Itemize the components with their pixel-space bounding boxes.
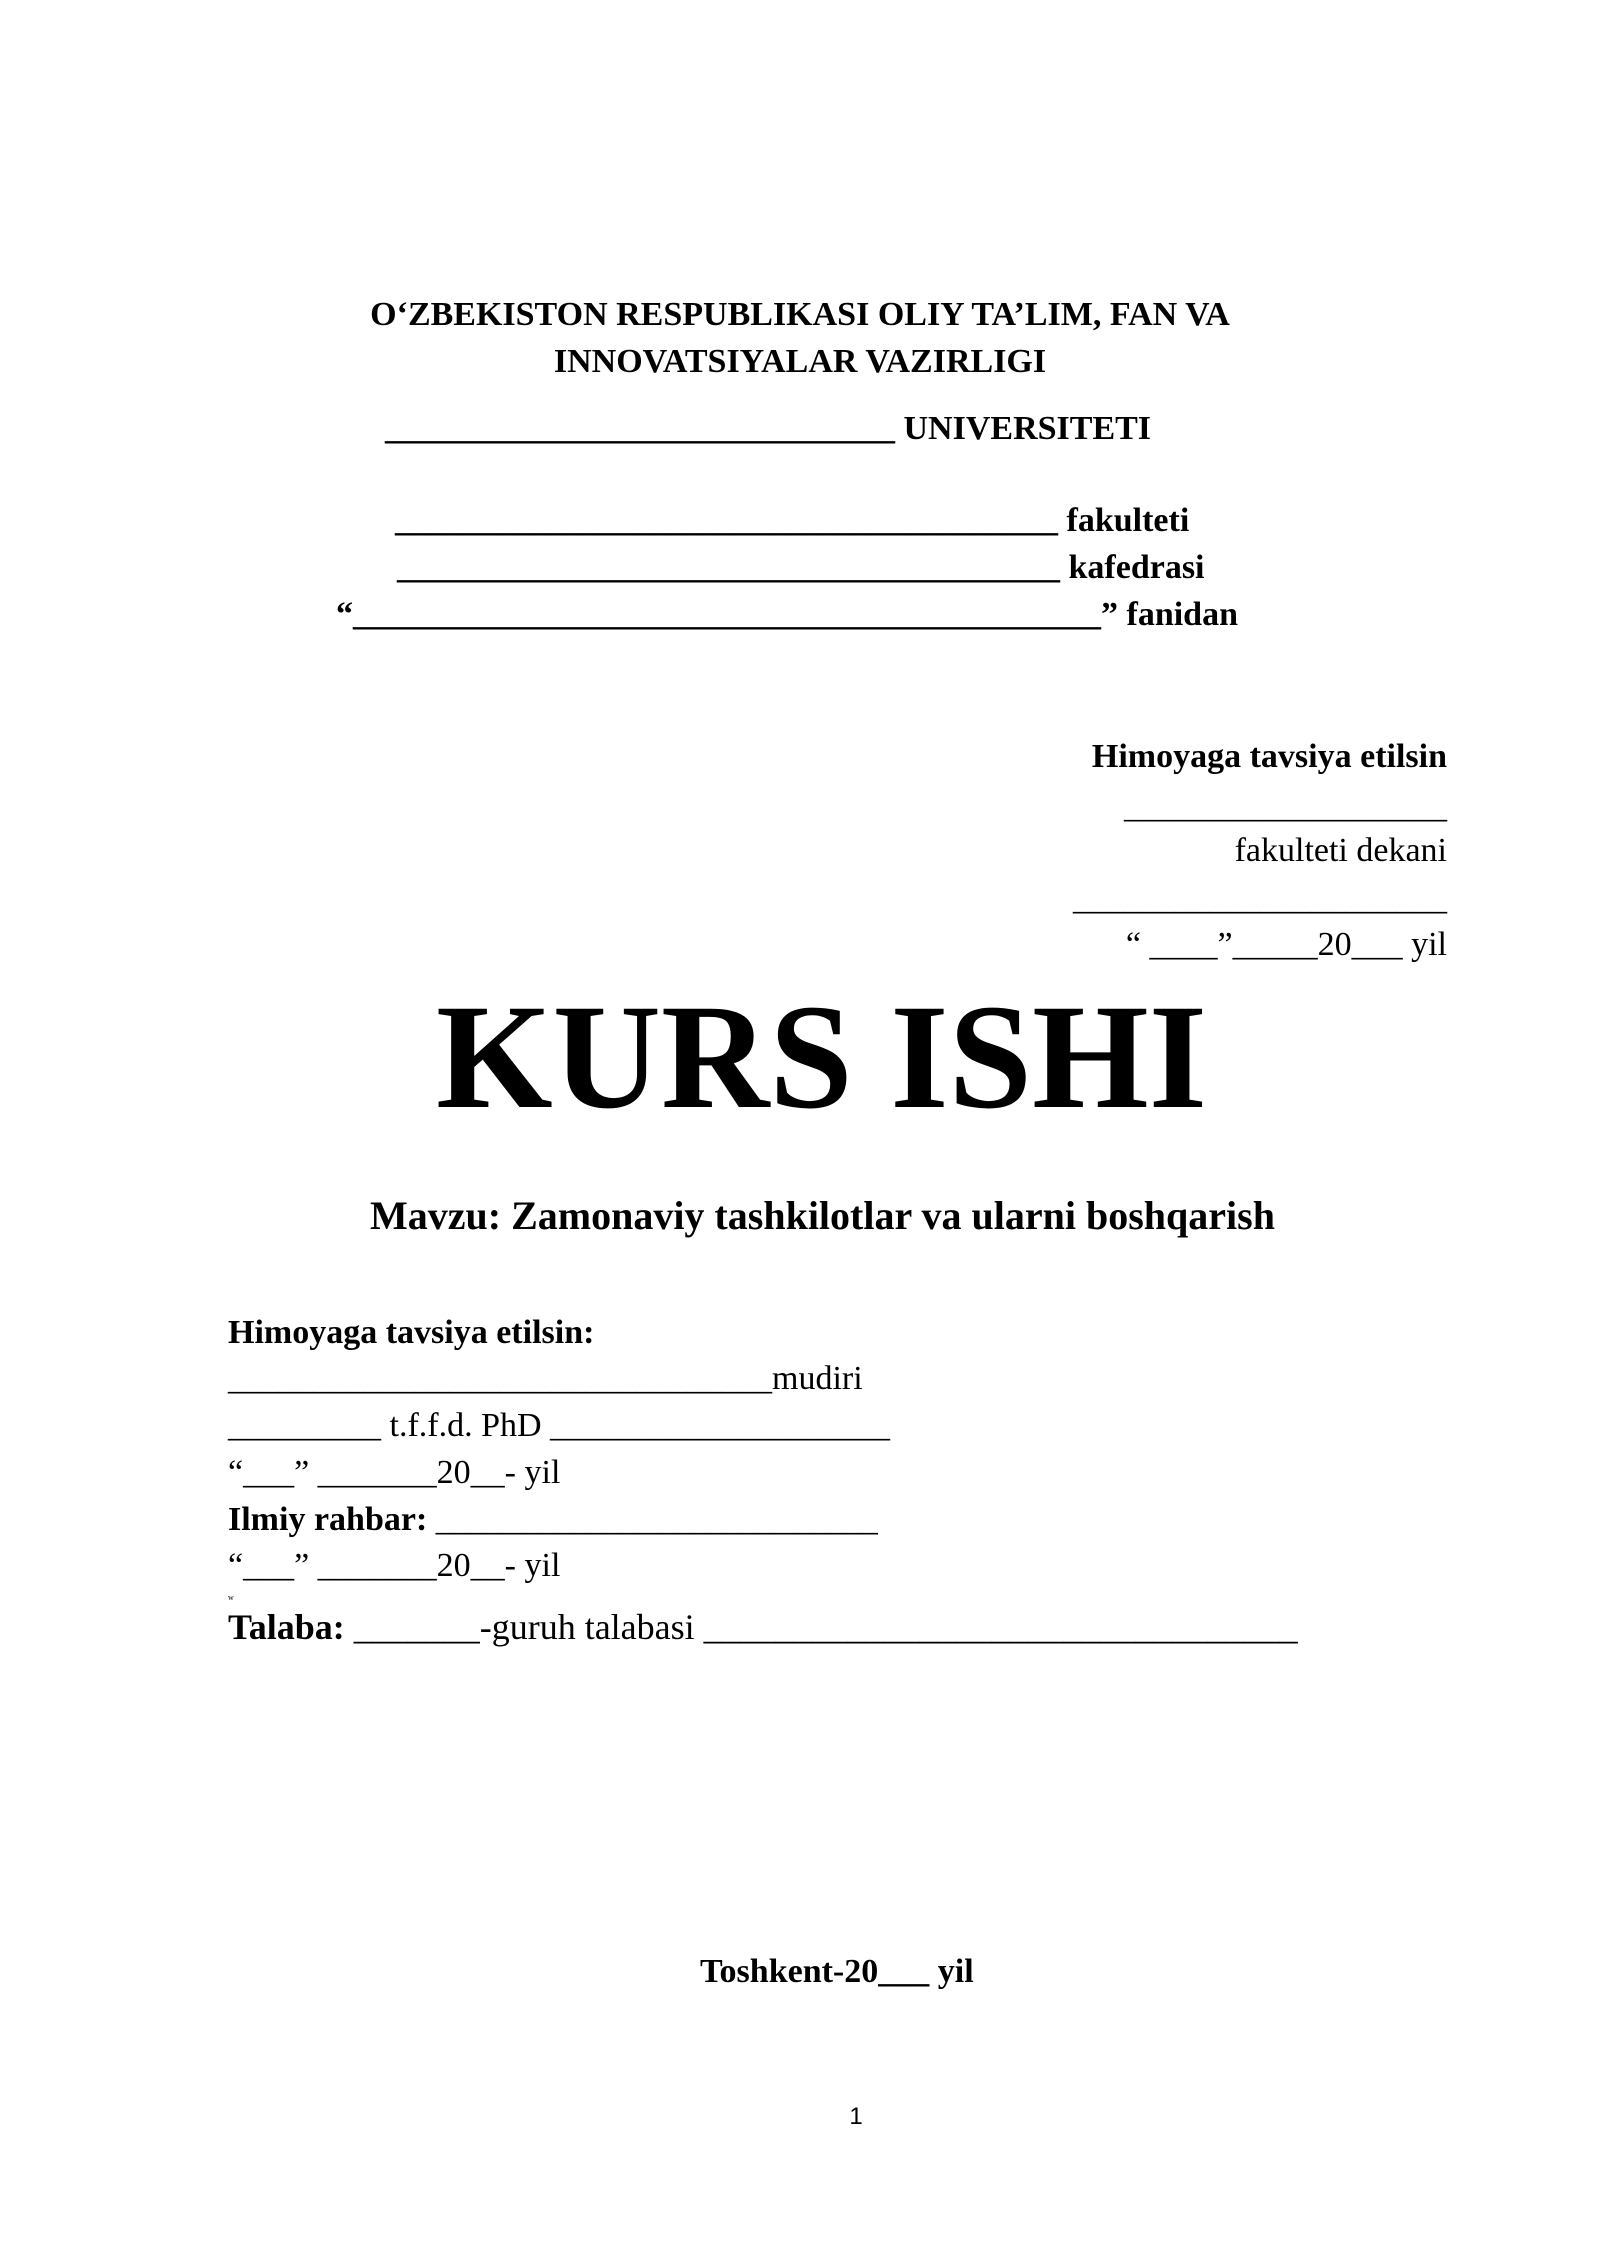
student-label: Talaba:	[228, 1607, 345, 1647]
document-title: KURS ISHI	[436, 974, 1208, 1140]
supervisor-line	[228, 1503, 878, 1537]
topic-line: Mavzu: Zamonaviy tashkilotlar va ularni boshqarish	[370, 1193, 1275, 1238]
approval-title: Himoyaga tavsiya etilsin	[1091, 738, 1447, 775]
stray-mark: w	[228, 1593, 234, 1602]
subject-line: “____________________________________________” fanidan	[336, 596, 1238, 633]
ministry-line-2: INNOVATSIYALAR VAZIRLIGI	[553, 343, 1047, 380]
date-line-2: “___” _______20__- yil	[228, 1547, 561, 1584]
date-line-1: “___” _______20__- yil	[228, 1454, 561, 1491]
department-head-line: ________________________________mudiri	[228, 1360, 863, 1397]
student-blank: _______-guruh talabasi _________________________________	[344, 1607, 1298, 1647]
university-line: ______________________________ UNIVERSITETI	[385, 410, 1152, 447]
faculty-line: _______________________________________ fakulteti	[395, 502, 1190, 539]
defense-recommendation-title: Himoyaga tavsiya etilsin:	[228, 1314, 595, 1351]
student-line	[228, 1609, 1298, 1645]
department-line: _______________________________________ kafedrasi	[397, 549, 1205, 586]
dean-name-line: ______________________	[1073, 880, 1447, 917]
city-year: Toshkent-20___ yil	[700, 1953, 974, 1990]
page-number: 1	[849, 2103, 863, 2130]
ministry-line-1: O‘ZBEKISTON RESPUBLIKASI OLIY TA’LIM, FAN VA	[370, 296, 1230, 333]
degree-line: _________ t.f.f.d. PhD ____________________	[228, 1407, 891, 1444]
dean-label: fakulteti dekani	[1234, 832, 1447, 869]
approval-signature-line: ___________________	[1124, 788, 1447, 825]
approval-date: “ ____”_____20___ yil	[1125, 926, 1447, 963]
supervisor-blank: __________________________	[427, 1501, 878, 1538]
supervisor-label: Ilmiy rahbar:	[228, 1501, 428, 1538]
